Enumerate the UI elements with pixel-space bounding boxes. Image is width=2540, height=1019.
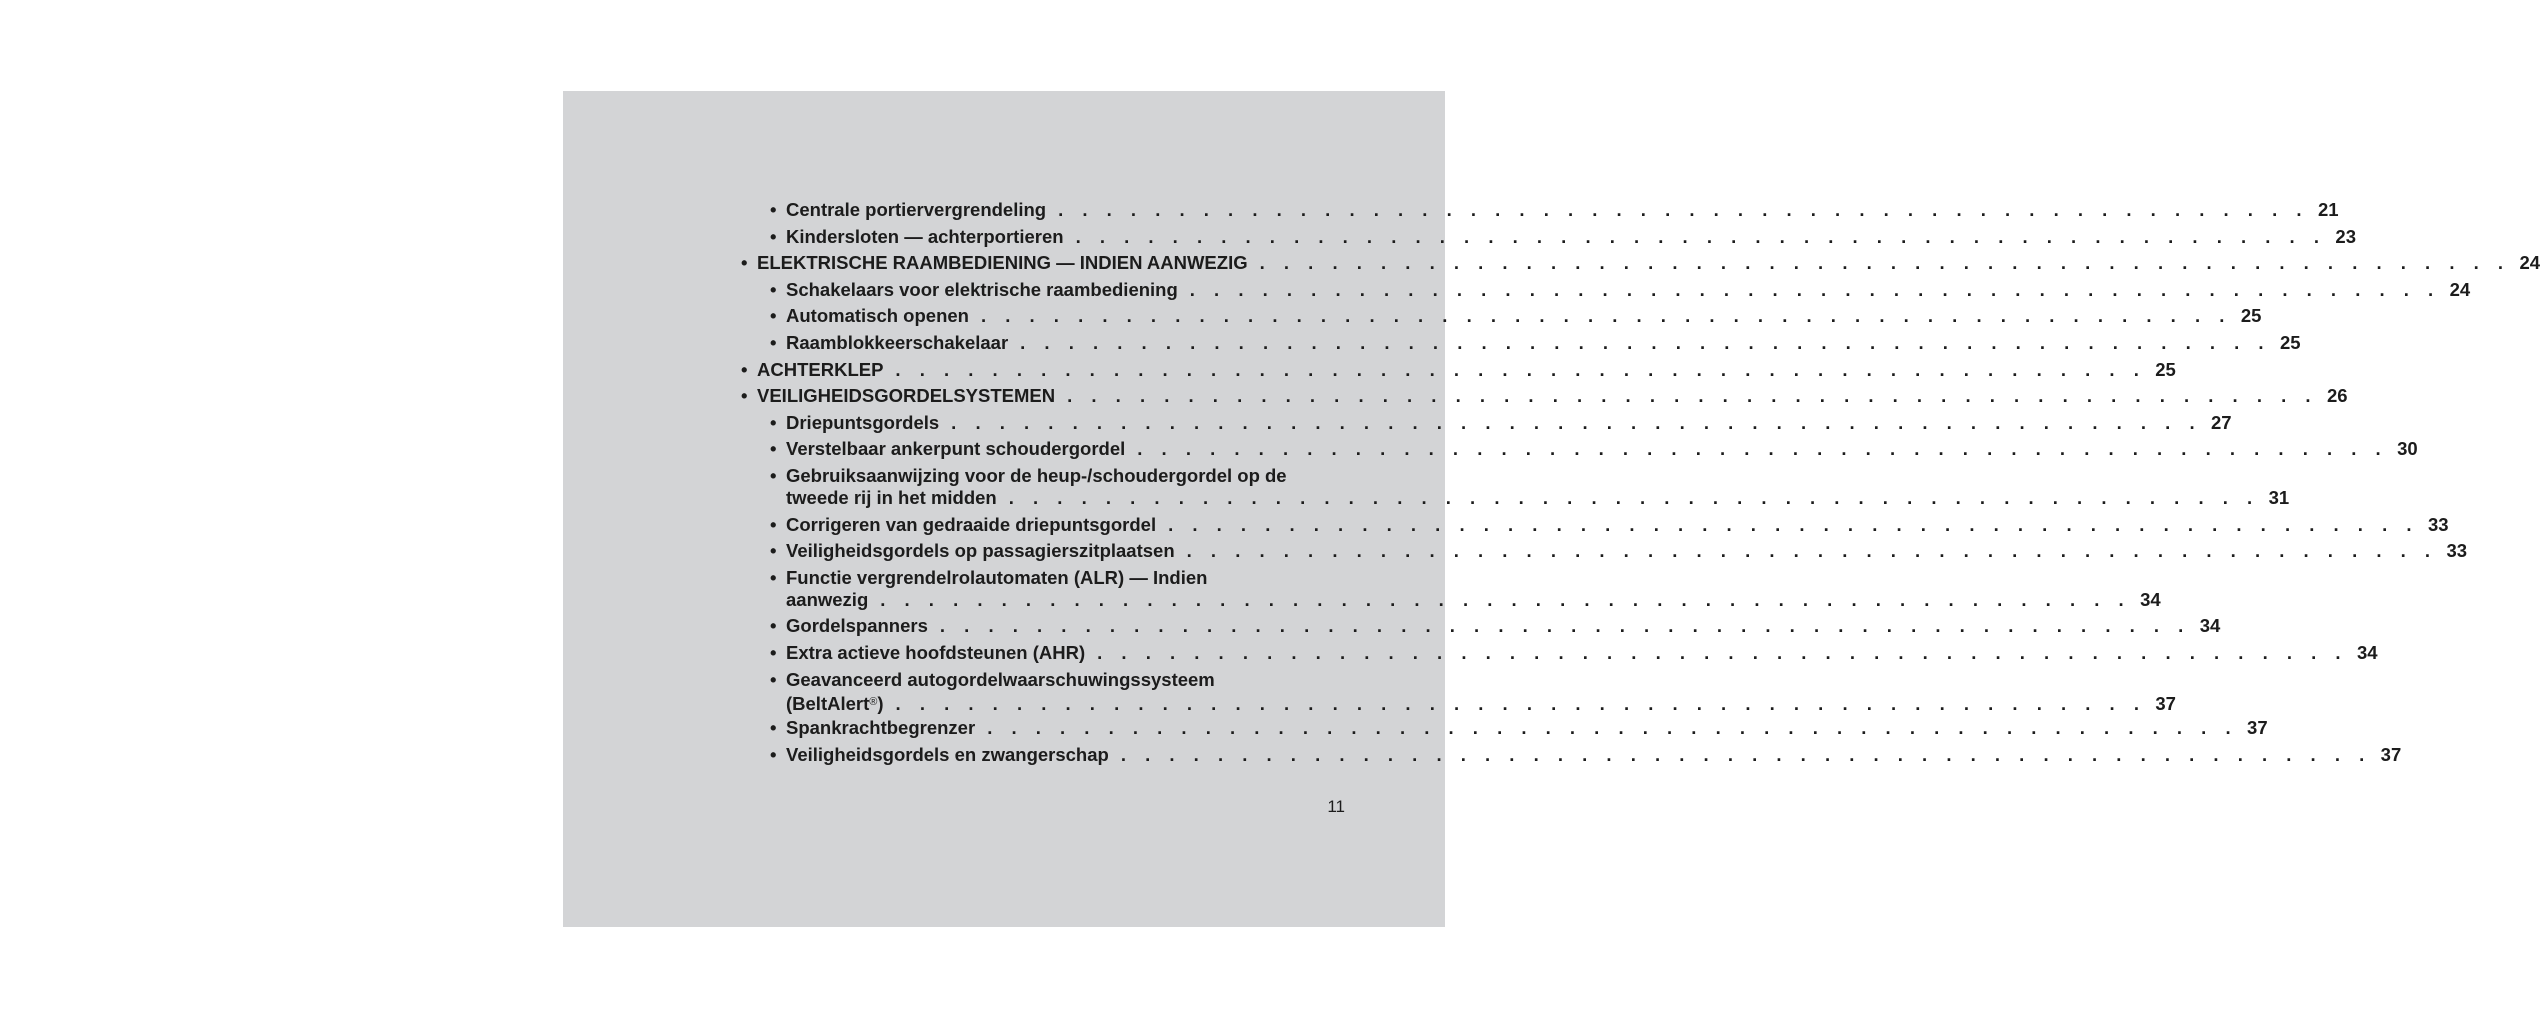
toc-entry-label: Driepuntsgordels	[786, 411, 940, 433]
toc-entry-label: Gebruiksaanwijzing voor de heup-/schoudergordel op de	[786, 465, 1287, 486]
toc-entry-label: Verstelbaar ankerpunt schoudergordel	[786, 438, 1126, 460]
toc-entry[interactable]	[770, 566, 2161, 611]
toc-page-number: 21	[2317, 199, 2339, 220]
bullet-icon: •	[741, 385, 748, 407]
toc-page-number: 34	[2356, 642, 2378, 663]
dot-leader: . . . . . . . . . . . . . . . . . . . . . . . . . . . . . . . . . . . . . . . . . . . . . . . . . . . .	[939, 615, 2191, 637]
bullet-icon: •	[770, 615, 777, 637]
dot-leader: . . . . . . . . . . . . . . . . . . . . . . . . . . . . . . . . . . . . . . . . . . . . . . . . . . . .	[1097, 642, 2348, 663]
toc-page-number: 27	[2211, 411, 2232, 433]
toc-entry-label: VEILIGHEIDSGORDELSYSTEMEN	[757, 385, 1056, 407]
bullet-icon: •	[770, 465, 777, 486]
toc-page-number: 25	[2280, 332, 2301, 353]
toc-entry[interactable]	[770, 465, 2290, 509]
toc-page-number: 33	[2446, 540, 2468, 562]
dot-leader: . . . . . . . . . . . . . . . . . . . . . . . . . . . . . . . . . . . . . . . . . . . . . . . . . . . .	[1189, 278, 2441, 300]
bullet-icon: •	[770, 411, 777, 433]
toc-entry-label: ELEKTRISCHE RAAMBEDIENING — INDIEN AANWEZIG	[757, 252, 1248, 274]
toc-entry[interactable]	[741, 385, 2348, 407]
toc-page-number: 30	[2397, 438, 2418, 460]
toc-page-number: 34	[2140, 588, 2161, 610]
toc-entry[interactable]	[770, 332, 2301, 354]
bullet-icon: •	[741, 252, 748, 274]
toc-entry-label: Raamblokkeerschakelaar	[786, 332, 1009, 353]
dot-leader: . . . . . . . . . . . . . . . . . . . . . . . . . . . . . . . . . . . . . . . . . . . . . . . . . . . .	[987, 717, 2238, 739]
toc-entry-label: Extra actieve hoofdsteunen (AHR)	[786, 642, 1086, 663]
dot-leader: . . . . . . . . . . . . . . . . . . . . . . . . . . . . . . . . . . . . . . . . . . . . . . . . . . . .	[880, 588, 2131, 610]
bullet-icon: •	[770, 717, 777, 739]
registered-mark: ®	[869, 695, 878, 708]
bullet-icon: •	[770, 225, 777, 247]
toc-page-number: 26	[2326, 385, 2348, 407]
toc-entry[interactable]	[770, 513, 2449, 536]
toc-entry[interactable]	[770, 225, 2356, 248]
dot-leader: . . . . . . . . . . . . . . . . . . . . . . . . . . . . . . . . . . . . . . . . . . . . . . . . . . . .	[1259, 252, 2511, 274]
toc-entry[interactable]	[770, 615, 2221, 637]
toc-entry-label: Schakelaars voor elektrische raambediening	[786, 278, 1178, 300]
toc-entry-label: Centrale portiervergrendeling	[786, 199, 1047, 220]
toc-page-number: 25	[2240, 305, 2262, 327]
toc-entry[interactable]	[770, 642, 2378, 664]
dot-leader: . . . . . . . . . . . . . . . . . . . . . . . . . . . . . . . . . . . . . . . . . . . . . . . . . . . .	[895, 358, 2146, 380]
bullet-icon: •	[770, 278, 777, 300]
dot-leader: . . . . . . . . . . . . . . . . . . . . . . . . . . . . . . . . . . . . . . . . . . . . . . . . . . . .	[895, 692, 2146, 714]
toc-entry[interactable]	[770, 305, 2262, 327]
toc-entry[interactable]	[770, 278, 2471, 301]
toc-entry-label: Automatisch openen	[786, 305, 969, 327]
toc-page-number: 24	[2519, 252, 2540, 274]
bullet-icon: •	[770, 305, 777, 327]
toc-entry-label: (BeltAlert®)	[786, 692, 884, 714]
dot-leader: . . . . . . . . . . . . . . . . . . . . . . . . . . . . . . . . . . . . . . . . . . . . . . . . . . . .	[1008, 487, 2260, 508]
toc-entry[interactable]	[770, 199, 2339, 221]
bullet-icon: •	[770, 566, 777, 588]
bullet-icon: •	[770, 438, 777, 460]
toc-page-number: 37	[2247, 717, 2268, 739]
toc-entry-label: Corrigeren van gedraaide driepuntsgordel	[786, 513, 1157, 535]
toc-entry-label: Geavanceerd autogordelwaarschuwingssysteem	[786, 668, 1215, 690]
toc-page-number: 25	[2155, 358, 2176, 380]
dot-leader: . . . . . . . . . . . . . . . . . . . . . . . . . . . . . . . . . . . . . . . . . . . . . . . . . . . .	[980, 305, 2232, 327]
toc-page-number: 23	[2335, 225, 2356, 247]
dot-leader: . . . . . . . . . . . . . . . . . . . . . . . . . . . . . . . . . . . . . . . . . . . . . . . . . . . .	[1067, 385, 2318, 407]
bullet-icon: •	[770, 540, 777, 562]
dot-leader: . . . . . . . . . . . . . . . . . . . . . . . . . . . . . . . . . . . . . . . . . . . . . . . . . . . .	[1137, 438, 2388, 460]
toc-entry-label: aanwezig	[786, 588, 869, 610]
toc-entry-label: Veiligheidsgordels en zwangerschap	[786, 743, 1109, 765]
toc-entry[interactable]	[770, 668, 2176, 715]
bullet-icon: •	[770, 642, 777, 663]
dot-leader: . . . . . . . . . . . . . . . . . . . . . . . . . . . . . . . . . . . . . . . . . . . . . . . . . . . .	[1120, 743, 2372, 765]
toc-entry[interactable]	[770, 743, 2402, 766]
bullet-icon: •	[770, 513, 777, 535]
toc-entry-label: Kindersloten — achterportieren	[786, 225, 1064, 247]
bullet-icon: •	[770, 668, 777, 690]
bullet-icon: •	[770, 743, 777, 765]
dot-leader: . . . . . . . . . . . . . . . . . . . . . . . . . . . . . . . . . . . . . . . . . . . . . . . . . . . .	[1075, 225, 2326, 247]
dot-leader: . . . . . . . . . . . . . . . . . . . . . . . . . . . . . . . . . . . . . . . . . . . . . . . . . . . .	[951, 411, 2202, 433]
toc-page-number: 31	[2268, 487, 2290, 508]
toc-page-number: 33	[2427, 513, 2449, 535]
toc-entry-label: tweede rij in het midden	[786, 487, 997, 508]
toc-entry-label: Functie vergrendelrolautomaten (ALR) — Indien	[786, 566, 1208, 588]
toc-entry-label: Spankrachtbegrenzer	[786, 717, 976, 739]
bullet-icon: •	[770, 332, 777, 353]
bullet-icon: •	[741, 358, 748, 380]
dot-leader: . . . . . . . . . . . . . . . . . . . . . . . . . . . . . . . . . . . . . . . . . . . . . . . . . . . .	[1020, 332, 2271, 353]
toc-page-number: 24	[2449, 278, 2471, 300]
dot-leader: . . . . . . . . . . . . . . . . . . . . . . . . . . . . . . . . . . . . . . . . . . . . . . . . . . . .	[1058, 199, 2309, 220]
toc-entry[interactable]	[741, 252, 2540, 274]
page-number: 11	[1327, 797, 1345, 816]
toc-page-number: 34	[2199, 615, 2221, 637]
toc-entry[interactable]	[741, 358, 2176, 381]
toc-panel	[563, 91, 2540, 927]
toc-page-number: 37	[2380, 743, 2402, 765]
dot-leader: . . . . . . . . . . . . . . . . . . . . . . . . . . . . . . . . . . . . . . . . . . . . . . . . . . . .	[1168, 513, 2419, 535]
toc-entry-label: Gordelspanners	[786, 615, 928, 637]
table-of-contents	[563, 91, 2540, 927]
toc-entry-label: ACHTERKLEP	[757, 358, 884, 380]
toc-entry[interactable]	[770, 540, 2468, 562]
toc-entry[interactable]	[770, 438, 2418, 460]
toc-entry[interactable]	[770, 411, 2232, 434]
toc-entry-label: Veiligheidsgordels op passagierszitplaatsen	[786, 540, 1175, 562]
bullet-icon: •	[770, 199, 777, 220]
toc-page-number: 37	[2155, 692, 2176, 714]
dot-leader: . . . . . . . . . . . . . . . . . . . . . . . . . . . . . . . . . . . . . . . . . . . . . . . . . . . .	[1186, 540, 2438, 562]
toc-entry[interactable]	[770, 717, 2268, 739]
